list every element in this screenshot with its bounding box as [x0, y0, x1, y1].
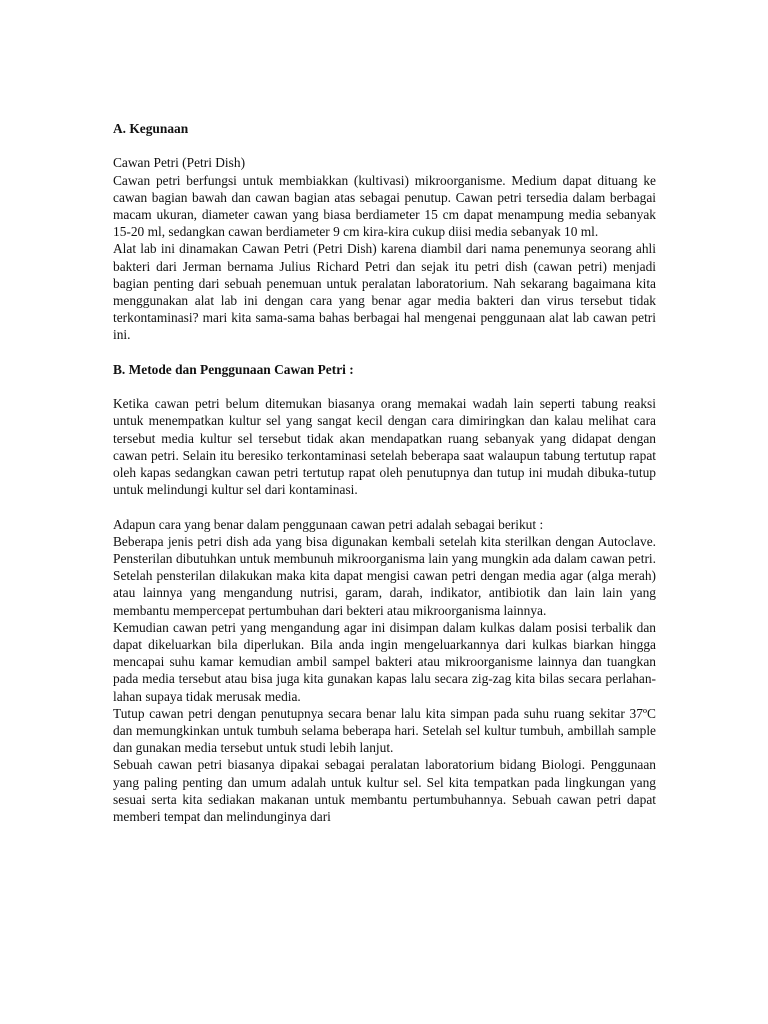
section-b-heading: B. Metode dan Penggunaan Cawan Petri : [113, 361, 354, 377]
section-a-paragraph-2: Alat lab ini dinamakan Cawan Petri (Petri Dish) karena diambil dari nama penemunya seorang ahli bakteri dari Jerman bernama Julius Richard Petri dan sejak itu petri dish (cawan petri) menjadi bagian penting dari sebuah penemuan untuk peralatan laboratorium. Nah sekarang bagaimana kita menggunakan alat lab ini dengan cara yang benar agar media bakteri dan virus tersebut tidak terkontaminasi? mari kita sama-sama bahas berbagai hal mengenai penggunaan alat lab cawan petri ini. [113, 241, 656, 343]
spacer [113, 137, 656, 154]
spacer [113, 344, 656, 361]
spacer [113, 378, 656, 395]
document-page [113, 120, 656, 825]
section-b-paragraph-2: Beberapa jenis petri dish ada yang bisa digunakan kembali setelah kita sterilkan dengan Autoclave. Pensterilan dibutuhkan untuk membunuh mikroorganisma lain yang mungkin ada dalam cawan petri. Setelah pensterilan dilakukan maka kita dapat mengisi cawan petri dengan media agar (alga merah) atau lainnya yang mengandung nutrisi, garam, darah, indikator, antibiotik dan lain lain yang membantu mempercepat pertumbuhan dari bekteri atau mikroorganisma lainnya. [113, 533, 656, 618]
section-b-intro: Adapun cara yang benar dalam penggunaan cawan petri adalah sebagai berikut : [113, 516, 544, 532]
section-b-paragraph-5: Sebuah cawan petri biasanya dipakai sebagai peralatan laboratorium bidang Biologi. Penggunaan yang paling penting dan umum adalah untuk kultur sel. Sel kita tempatkan pada lingkungan yang sesuai serta kita sediakan makanan untuk membantu pertumbuhannya. Sebuah cawan petri dapat memberi tempat dan melindunginya dari [113, 757, 656, 825]
section-b-paragraph-3: Kemudian cawan petri yang mengandung agar ini disimpan dalam kulkas dalam posisi terbalik dan dapat dikeluarkan bila diperlukan. Bila anda ingin mengeluarkannya dari kulkas biarkan hingga mencapai suhu kamar kemudian ambil sampel bakteri atau mikroorganisme lainnya dan tuangkan pada media tersebut atau bisa juga kita gunakan kapas lalu secara zig-zag kita bilas secara perlahan-lahan supaya tidak merusak media. [113, 619, 656, 704]
spacer [113, 498, 656, 515]
section-a-subtitle: Cawan Petri (Petri Dish) [113, 155, 246, 171]
section-a-paragraph-1: Cawan petri berfungsi untuk membiakkan (kultivasi) mikroorganisme. Medium dapat dituang ke cawan bagian bawah dan cawan bagian atas sebagai penutup. Cawan petri tersedia dalam berbagai macam ukuran, diameter cawan yang biasa berdiameter 15 cm dapat menampung media sebanyak 15-20 ml, sedangkan cawan berdiameter 9 cm kira-kira cukup diisi media sebanyak 10 ml. [113, 172, 656, 240]
section-b-paragraph-4: Tutup cawan petri dengan penutupnya secara benar lalu kita simpan pada suhu ruang sekitar 37ºC dan memungkinkan untuk tumbuh selama beberapa hari. Setelah sel kultur tumbuh, ambillah sample dan gunakan media tersebut untuk studi lebih lanjut. [113, 705, 656, 756]
section-b-paragraph-1: Ketika cawan petri belum ditemukan biasanya orang memakai wadah lain seperti tabung reaksi untuk menempatkan kultur sel yang sangat kecil dengan cara dimiringkan dan kalau melihat cara tersebut media kultur sel tersebut tidak akan mendapatkan ruang sebanyak yang didapat dengan cawan petri. Selain itu beresiko terkontaminasi setelah beberapa saat walaupun tabung tertutup rapat oleh kapas sedangkan cawan petri tertutup rapat oleh penutupnya dan tutup ini mudah dibuka-tutup untuk melindungi kultur sel dari kontaminasi. [113, 396, 656, 498]
section-a-heading: A. Kegunaan [113, 121, 189, 136]
